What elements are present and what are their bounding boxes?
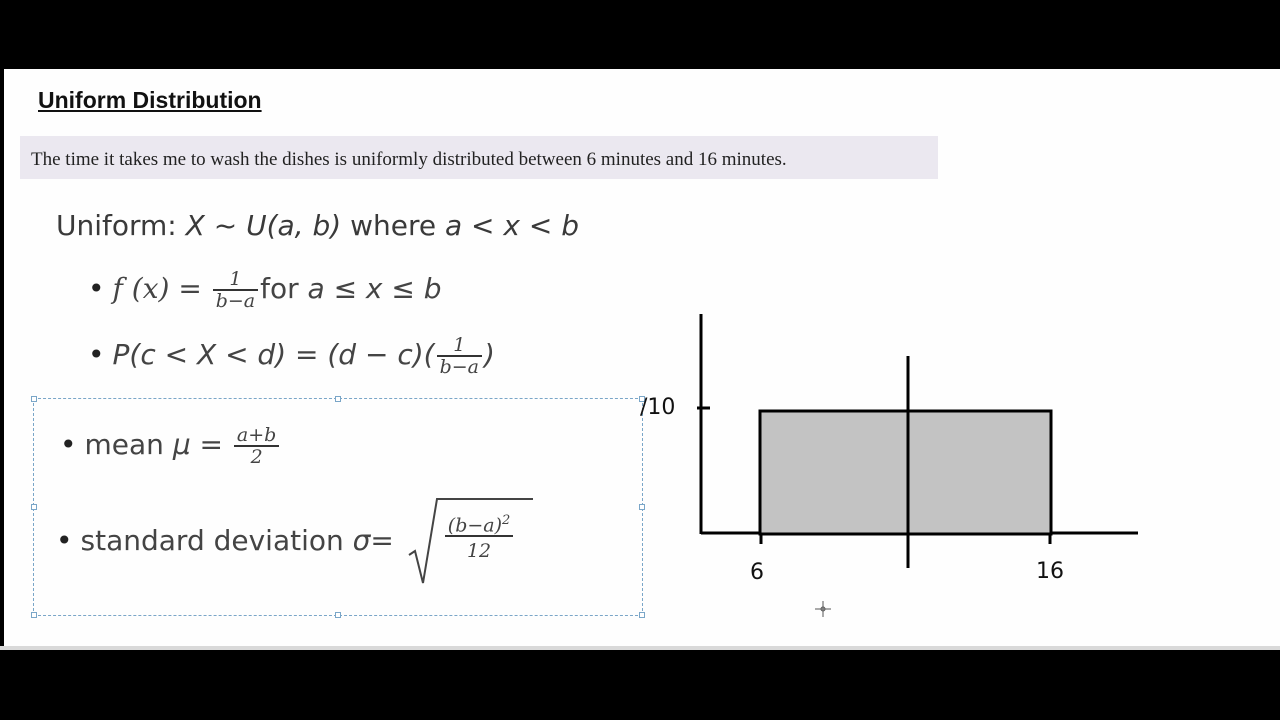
mean-symbol: μ	[172, 428, 191, 461]
problem-text: The time it takes me to wash the dishes is uniformly distributed between 6 minutes and 16 minutes.	[31, 149, 787, 170]
sd-denominator: 12	[466, 540, 492, 563]
resize-handle[interactable]	[639, 612, 645, 618]
sd-line	[56, 497, 537, 587]
bullet-icon: •	[56, 524, 73, 557]
sd-numerator-base: (b−a)	[447, 514, 503, 537]
mean-label: mean	[84, 428, 173, 461]
bullet-icon: •	[60, 428, 77, 461]
pdf-line	[88, 269, 442, 311]
bullet-icon: •	[88, 338, 105, 371]
problem-banner	[20, 136, 938, 179]
y-axis-label: /10	[640, 395, 676, 420]
slide-page	[4, 69, 1280, 647]
sd-symbol: σ	[352, 524, 371, 557]
sqrt-expression	[407, 497, 537, 587]
sd-numerator	[445, 511, 514, 537]
mean-eq: =	[190, 428, 232, 461]
page-title: Uniform Distribution	[38, 87, 262, 113]
sd-label: standard deviation	[80, 524, 353, 557]
pdf-fraction	[213, 269, 258, 311]
pdf-numerator: 1	[213, 269, 258, 291]
definition-prefix: Uniform:	[56, 209, 186, 242]
pdf-cond-word: for	[260, 272, 308, 305]
definition-where: where	[341, 209, 445, 242]
prob-numerator: 1	[437, 335, 482, 357]
resize-handle[interactable]	[31, 612, 37, 618]
pdf-lhs: f (x) =	[112, 272, 211, 305]
uniform-graph	[640, 304, 1160, 584]
bullet-icon: •	[88, 272, 105, 305]
mean-numerator: a+b	[234, 425, 279, 447]
definition-notation: X ~ U(a, b)	[185, 209, 342, 242]
prob-fraction	[437, 335, 482, 377]
resize-handle[interactable]	[335, 396, 341, 402]
pdf-condition: a ≤ x ≤ b	[307, 272, 442, 305]
pdf-denominator: b−a	[215, 290, 256, 312]
sd-eq: =	[370, 524, 403, 557]
sd-fraction	[445, 511, 514, 561]
bottom-divider	[0, 646, 1280, 650]
x-label-high: 16	[1036, 559, 1064, 584]
prob-denominator: b−a	[439, 356, 480, 378]
definition-line	[56, 209, 579, 242]
resize-handle[interactable]	[31, 396, 37, 402]
mean-fraction	[234, 425, 279, 467]
prob-rhs: )	[484, 338, 495, 371]
mean-denominator: 2	[250, 446, 263, 468]
density-rectangle	[760, 411, 1051, 534]
mean-line	[60, 425, 281, 467]
resize-handle[interactable]	[31, 504, 37, 510]
prob-lhs: P(c < X < d) = (d − c)(	[112, 338, 435, 371]
resize-handle[interactable]	[335, 612, 341, 618]
sd-exponent: 2	[502, 513, 511, 528]
x-label-low: 6	[750, 560, 764, 585]
definition-range: a < x < b	[444, 209, 579, 242]
crosshair-cursor-icon	[815, 601, 831, 617]
probability-line	[88, 335, 495, 377]
